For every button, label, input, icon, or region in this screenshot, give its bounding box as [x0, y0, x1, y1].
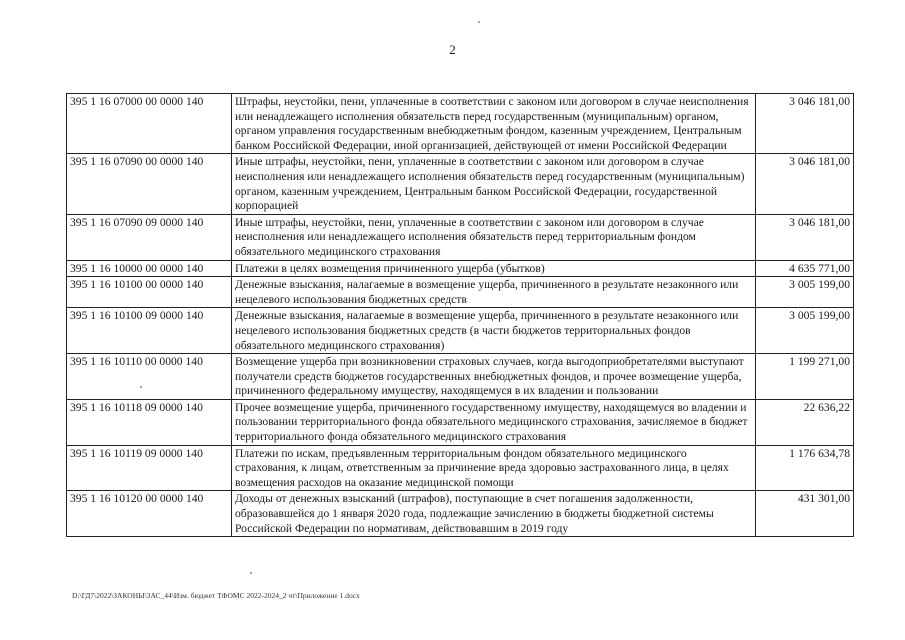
table-row — [67, 154, 854, 214]
row-amount: 3 005 199,00 — [756, 308, 854, 354]
table-row — [67, 491, 854, 537]
row-code: 395 1 16 07090 09 0000 140 — [67, 214, 232, 260]
row-description: Прочее возмещение ущерба, причиненного государственному имуществу, находящемуся во владении и пользовании территориального фонда обязательного медицинского страхования, зачисляемое в бюджет территориального фонда обязательного медицинского страхования — [232, 399, 756, 445]
budget-table — [66, 93, 854, 537]
row-description: Доходы от денежных взысканий (штрафов), поступающие в счет погашения задолженности, образовавшейся до 1 января 2020 года, подлежащие зачислению в бюджеты бюджетной системы Российской Федерации по нормативам, действовавшим в 2019 году — [232, 491, 756, 537]
row-code: 395 1 16 10119 09 0000 140 — [67, 445, 232, 491]
row-code: 395 1 16 10110 00 0000 140 — [67, 354, 232, 400]
table-row — [67, 308, 854, 354]
row-description: Иные штрафы, неустойки, пени, уплаченные в соответствии с законом или договором в случае неисполнения или ненадлежащего исполнения обязательств перед территориальным фондом обязательного медицинского страхования — [232, 214, 756, 260]
table-row — [67, 277, 854, 308]
row-code: 395 1 16 10000 00 0000 140 — [67, 260, 232, 277]
row-amount: 431 301,00 — [756, 491, 854, 537]
row-description: Возмещение ущерба при возникновении страховых случаев, когда выгодоприобретателями выступают получатели средств бюджетов государственных внебюджетных фондов, и прочее возмещение ущерба, причиненного федеральному имуществу, находящемуся в их владении и пользовании — [232, 354, 756, 400]
row-amount: 4 635 771,00 — [756, 260, 854, 277]
row-amount: 22 636,22 — [756, 399, 854, 445]
row-code: 395 1 16 10120 00 0000 140 — [67, 491, 232, 537]
row-amount: 3 046 181,00 — [756, 94, 854, 154]
table-row — [67, 94, 854, 154]
row-amount: 3 005 199,00 — [756, 277, 854, 308]
row-amount: 3 046 181,00 — [756, 154, 854, 214]
table-row — [67, 445, 854, 491]
row-description: Платежи по искам, предъявленным территориальным фондом обязательного медицинского страхования, к лицам, ответственным за причинение вреда здоровью застрахованного лица, в целях возмещения расходов на оказание медицинской помощи — [232, 445, 756, 491]
footer-file-path: D:\ГД7\2022\ЗАКОНЫ\ЗАС_44\Изм. бюджет ТФОМС 2022-2024_2 чт\Приложение 1.docx — [72, 591, 360, 600]
row-code: 395 1 16 10100 00 0000 140 — [67, 277, 232, 308]
row-amount: 1 199 271,00 — [756, 354, 854, 400]
row-description: Платежи в целях возмещения причиненного ущерба (убытков) — [232, 260, 756, 277]
row-code: 395 1 16 07000 00 0000 140 — [67, 94, 232, 154]
row-description: Денежные взыскания, налагаемые в возмещение ущерба, причиненного в результате незаконного или нецелевого использования бюджетных средств — [232, 277, 756, 308]
table-row — [67, 260, 854, 277]
row-description: Штрафы, неустойки, пени, уплаченные в соответствии с законом или договором в случае неисполнения или ненадлежащего исполнения обязательств перед государственным (муниципальным) органом, органом управления государственным внебюджетным фондом, казенным учреждением, Центральным банком Российской Федерации, иной организацией, действующей от имени Российской Федерации — [232, 94, 756, 154]
table-row — [67, 214, 854, 260]
row-code: 395 1 16 07090 00 0000 140 — [67, 154, 232, 214]
row-description: Иные штрафы, неустойки, пени, уплаченные в соответствии с законом или договором в случае неисполнения или ненадлежащего исполнения обязательств перед государственным (муниципальным) органом, казенным учреждением, Центральным банком Российской Федерации, государственной корпорацией — [232, 154, 756, 214]
table-row — [67, 399, 854, 445]
page-number: 2 — [449, 42, 456, 57]
row-amount: 1 176 634,78 — [756, 445, 854, 491]
row-amount: 3 046 181,00 — [756, 214, 854, 260]
table-row — [67, 354, 854, 400]
row-description: Денежные взыскания, налагаемые в возмещение ущерба, причиненного в результате незаконного или нецелевого использования бюджетных средств (в части бюджетов территориальных фондов обязательного медицинского страхования) — [232, 308, 756, 354]
row-code: 395 1 16 10100 09 0000 140 — [67, 308, 232, 354]
budget-table-body — [67, 94, 854, 537]
row-code: 395 1 16 10118 09 0000 140 — [67, 399, 232, 445]
